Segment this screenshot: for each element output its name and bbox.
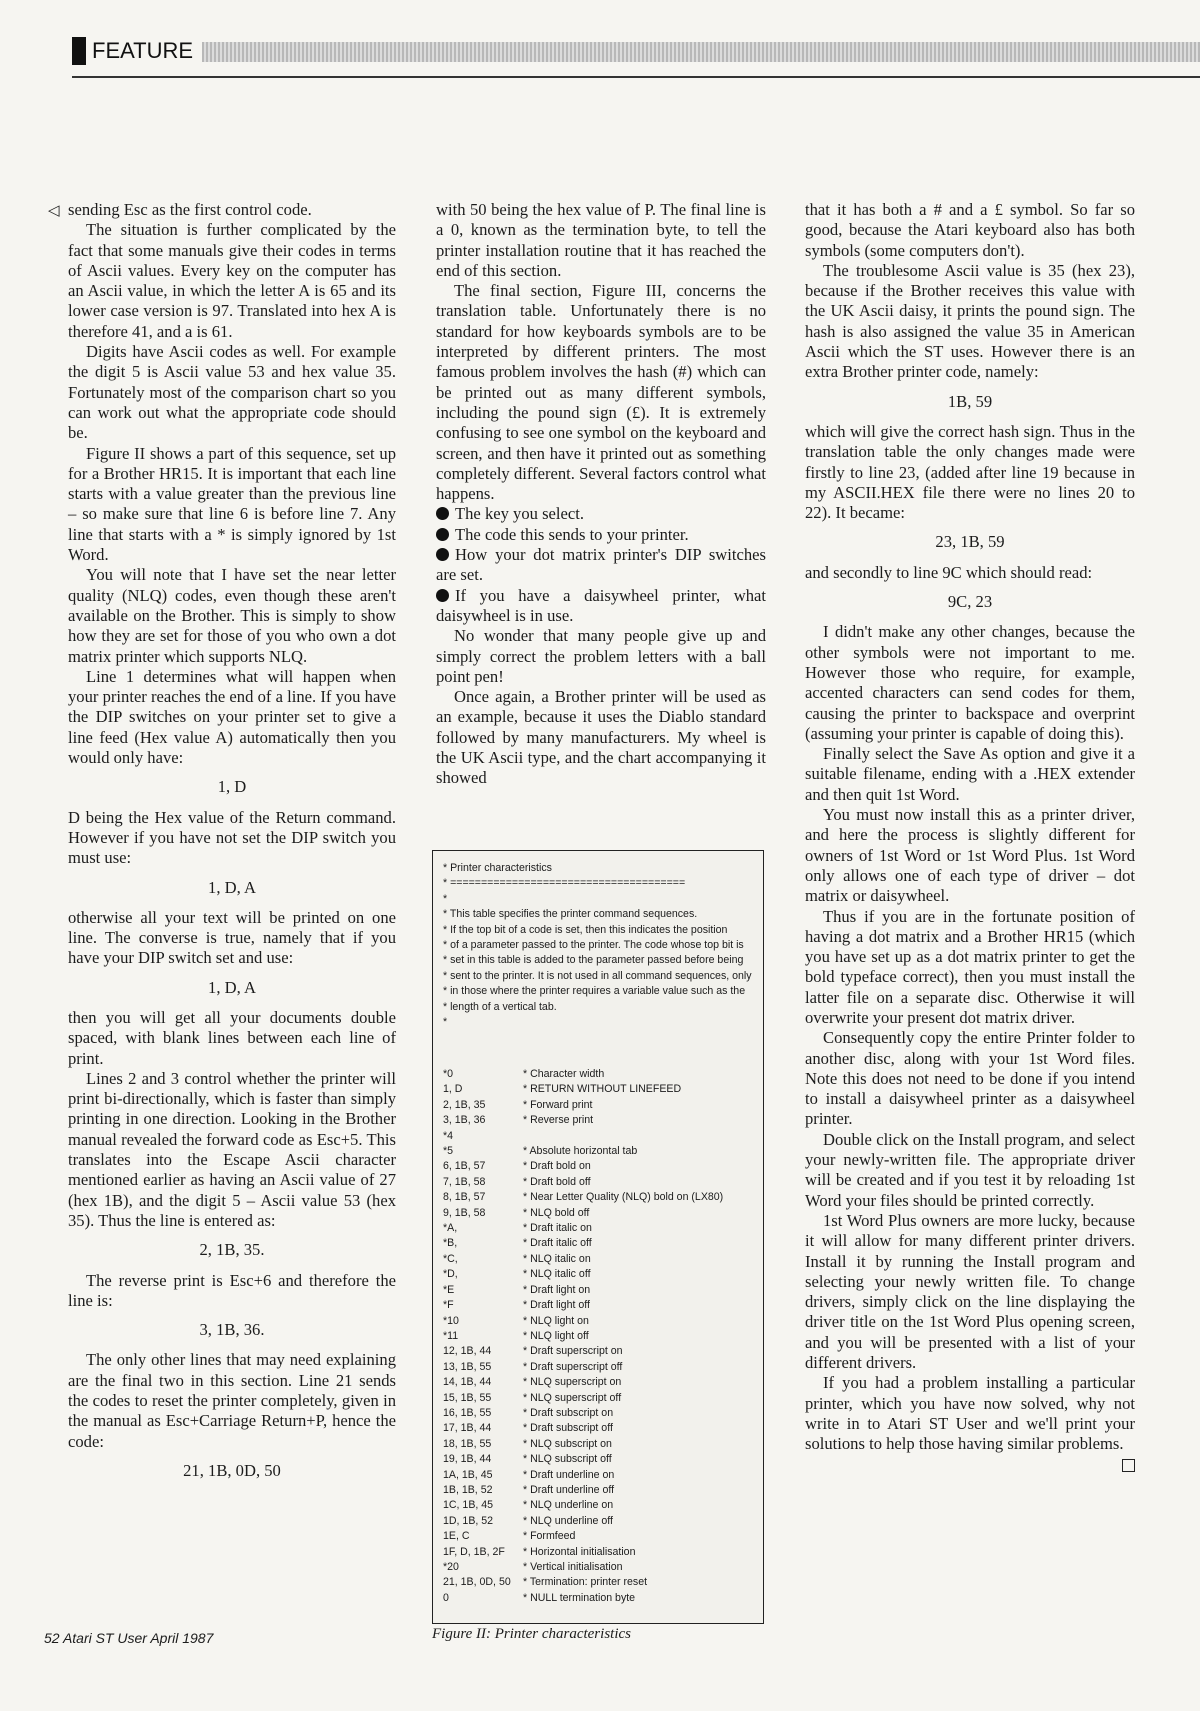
row-code: 1F, D, 1B, 2F [443, 1545, 505, 1558]
row-description: * Draft subscript off [523, 1422, 613, 1435]
paragraph-text: 1, D, A [208, 977, 256, 997]
figure-caption: Figure II: Printer characteristics [432, 1626, 631, 1642]
paragraph-text: No wonder that many people give up and simply correct the problem letters with a ball point pen! [436, 626, 766, 686]
table-row [443, 1514, 755, 1529]
table-row [443, 1236, 755, 1251]
paragraph [805, 1373, 1135, 1454]
row-description [523, 1129, 755, 1144]
row-code: *B, [443, 1237, 458, 1250]
row-code: 0 [443, 1591, 449, 1604]
paragraph [805, 744, 1135, 805]
row-code: *E [443, 1283, 455, 1296]
row-description: * Draft light on [523, 1283, 591, 1296]
bullet-icon [436, 507, 449, 520]
paragraph-text: The final section, Figure III, concerns the translation table. Unfortunately there is no standard for how keyboards symbols are to be interpreted by different printers. The most famous problem involves the hash (#) which can be printed out as many different symbols, including the pound sign (£). It is extremely confusing to see one symbol on the keyboard and screen, and then have it printed out as something completely different. Several factors control what happens. [436, 281, 766, 504]
code-line [68, 1240, 396, 1260]
table-row [443, 1483, 755, 1498]
table-row [443, 1406, 755, 1421]
paragraph [805, 907, 1135, 1029]
row-description: * NLQ light off [523, 1329, 589, 1342]
row-description: * Near Letter Quality (NLQ) bold on (LX80) [523, 1191, 724, 1204]
paragraph-text: I didn't make any other changes, because the other symbols were not important to me. However those who require, for example, accented characters can send codes for them, causing the printer to backspace and overprint (assuming your printer is capable of doing this). [805, 622, 1135, 743]
row-code: 1E, C [443, 1530, 470, 1543]
paragraph [68, 908, 396, 969]
row-code: 14, 1B, 44 [443, 1376, 492, 1389]
paragraph [805, 200, 1135, 261]
figure-header-comments [443, 861, 753, 1030]
table-row [443, 1082, 755, 1097]
paragraph-text: Once again, a Brother printer will be used as an example, because it uses the Diablo standard followed by many manufacturers. My wheel is the UK Ascii type, and the chart accompanying it showed [436, 687, 766, 788]
paragraph [436, 281, 766, 504]
code-line [805, 592, 1135, 612]
paragraph [436, 687, 766, 788]
row-description: * NLQ underline on [523, 1499, 614, 1512]
row-code: 1, D [443, 1083, 463, 1096]
paragraph-text: The only other lines that may need explaining are the final two in this section. Line 21 sends the codes to reset the printer completely, given in the manual as Esc+Carriage Return+P, hence the code: [68, 1350, 396, 1451]
row-code: 1A, 1B, 45 [443, 1468, 493, 1481]
table-row [443, 1391, 755, 1406]
row-description: * NLQ italic on [523, 1252, 591, 1265]
table-row [443, 1314, 755, 1329]
figure-comment-line: * sent to the printer. It is not used in all command sequences, only [443, 969, 752, 982]
row-description: * Forward print [523, 1098, 593, 1111]
article-column-2 [436, 200, 766, 789]
paragraph-text: Thus if you are in the fortunate position of having a dot matrix and a Brother HR15 (which you have set up as a dot matrix printer to get the bold typeface correct), then you must install the latter file on a separate disc. Otherwise it will overwrite your present dot matrix driver. [805, 906, 1135, 1027]
row-code: 1D, 1B, 52 [443, 1514, 494, 1527]
paragraph-text: 1st Word Plus owners are more lucky, because it will allow for many different printer drivers. Install it by running the Install program and selecting your newly written file. To change drivers, simply click on the line displaying the driver title on the 1st Word Plus opening screen, and you will be presented with a list of your different drivers. [805, 1210, 1135, 1373]
paragraph-text: then you will get all your documents double spaced, with blank lines between each line of print. [68, 1007, 396, 1068]
row-description: * NLQ light on [523, 1314, 589, 1327]
paragraph-text: You will note that I have set the near letter quality (NLQ) codes, even though these aren't available on the Brother. This is simply to show how they are set for those of you who own a dot matrix printer which supports NLQ. [68, 565, 396, 666]
table-row [443, 1360, 755, 1375]
paragraph [805, 261, 1135, 383]
article-column-1 [48, 200, 396, 1491]
row-code: 9, 1B, 58 [443, 1206, 486, 1219]
figure-comment-line: * set in this table is added to the parameter passed before being [443, 954, 744, 967]
row-code: *11 [443, 1329, 459, 1342]
row-description: * NLQ subscript off [523, 1453, 612, 1466]
paragraph-text: that it has both a # and a £ symbol. So far so good, because the Atari keyboard also has both symbols (some computers don't). [805, 200, 1135, 260]
table-row [443, 1159, 755, 1174]
row-description: * Draft light off [523, 1299, 590, 1312]
paragraph-text: If you had a problem installing a particular printer, which you have now solved, why not write in to Atari ST User and we'll print your solutions to help those having similar problems. [805, 1373, 1135, 1454]
paragraph-text: The situation is further complicated by the fact that some manuals give their codes in terms of Ascii values. Every key on the computer has an Ascii value, in which the letter A is 65 and its lower case version is 97. Translated into hex A is therefore 41, and a is 61. [68, 220, 396, 341]
row-code: 18, 1B, 55 [443, 1437, 492, 1450]
row-description: * Vertical initialisation [523, 1561, 623, 1573]
header-marker-block [72, 37, 86, 65]
paragraph [805, 622, 1135, 744]
table-row [443, 1344, 755, 1359]
code-line [68, 978, 396, 998]
row-code: 3, 1B, 36 [443, 1114, 486, 1127]
row-description: * Draft bold on [523, 1160, 591, 1173]
bullet-icon [436, 528, 449, 541]
bullet-item [436, 586, 766, 627]
paragraph-text: 9C, 23 [947, 592, 993, 612]
row-code: 19, 1B, 44 [443, 1453, 492, 1466]
row-description: * Formfeed [523, 1530, 576, 1543]
row-description: * Draft underline on [523, 1468, 615, 1481]
row-description: * Draft subscript on [523, 1406, 614, 1419]
paragraph [436, 626, 766, 687]
paragraph-text: You must now install this as a printer driver, and here the process is slightly different for owners of 1st Word or 1st Word Plus. 1st Word only allows one of each type of driver – dot matrix or daisywheel. [805, 805, 1135, 906]
paragraph-text: Double click on the Install program, and select your newly-written file. The appropriate driver will be created and if you test it by reloading 1st Word your files should be printed correctly. [805, 1129, 1135, 1210]
row-code: *0 [443, 1068, 454, 1080]
table-row [443, 1452, 755, 1467]
paragraph [68, 444, 396, 566]
code-line [68, 777, 396, 797]
paragraph-text: The reverse print is Esc+6 and therefore the line is: [68, 1270, 396, 1310]
row-code: 15, 1B, 55 [443, 1391, 492, 1404]
row-description: * Draft italic on [523, 1222, 592, 1235]
paragraph [68, 808, 396, 869]
paragraph-text: Consequently copy the entire Printer folder to another disc, along with your 1st Word files. Note this does not need to be done if you intend to install a daisywheel printer as a daisywheel printer. [805, 1028, 1135, 1129]
paragraph [68, 1350, 396, 1451]
paragraph [68, 1271, 396, 1312]
header-rule [72, 76, 1200, 78]
row-code: 13, 1B, 55 [443, 1360, 492, 1373]
row-description: * NLQ superscript on [523, 1376, 622, 1389]
row-description: * RETURN WITHOUT LINEFEED [523, 1083, 682, 1096]
row-description: * NLQ subscript on [523, 1437, 612, 1450]
row-description: * Draft bold off [523, 1175, 591, 1188]
paragraph-text: Lines 2 and 3 control whether the printer will print bi-directionally, which is faster than simply printing in one direction. Looking in the Brother manual revealed the forward code as Esc+5. This translates into the Escape Ascii character mentioned earlier as having an Ascii value of 27 (hex 1B), and the digit 5 – Ascii value 53 (hex 35). Thus the line is entered as: [68, 1068, 396, 1230]
bullet-item [436, 504, 766, 524]
bullet-item [436, 545, 766, 586]
row-description: * NLQ italic off [523, 1268, 591, 1281]
table-row [443, 1529, 755, 1544]
figure-comment-line: * If the top bit of a code is set, then this indicates the position [443, 923, 728, 936]
section-label: FEATURE [92, 38, 194, 63]
paragraph-text: which will give the correct hash sign. Thus in the translation table the only changes made were firstly to line 23, (added after line 19 because in my ASCII.HEX file there were no lines 20 to 22). It became: [805, 421, 1135, 523]
table-row [443, 1375, 755, 1390]
code-line [68, 878, 396, 898]
figure-comment-line: * This table specifies the printer command sequences. [443, 908, 698, 921]
table-row [443, 1067, 755, 1082]
row-code: 17, 1B, 44 [443, 1422, 492, 1435]
paragraph-text: The code this sends to your printer. [455, 524, 689, 544]
row-code: *F [443, 1299, 454, 1312]
paragraph-text: The key you select. [455, 504, 585, 524]
figure-comment-line: * of a parameter passed to the printer. The code whose top bit is [443, 939, 744, 952]
table-row [443, 1267, 755, 1282]
paragraph-text: How your dot matrix printer's DIP switches are set. [436, 545, 766, 585]
table-row [443, 1144, 755, 1159]
bullet-icon [436, 548, 449, 561]
row-code: 21, 1B, 0D, 50 [443, 1576, 511, 1589]
row-description: * Reverse print [523, 1114, 594, 1127]
row-description: * Horizontal initialisation [523, 1545, 636, 1558]
table-row [443, 1129, 755, 1144]
table-row [443, 1329, 755, 1344]
paragraph [68, 1008, 396, 1069]
figure-comment-line: * in those where the printer requires a variable value such as the [443, 985, 746, 998]
row-code: 8, 1B, 57 [443, 1191, 486, 1204]
table-row [443, 1175, 755, 1190]
table-row [443, 1098, 755, 1113]
row-code: *A, [443, 1222, 458, 1235]
row-description: * Draft superscript off [523, 1360, 623, 1373]
table-row [443, 1437, 755, 1452]
figure-code-table [443, 1067, 755, 1606]
table-row [443, 1221, 755, 1236]
figure-comment-line: * [443, 1016, 448, 1029]
paragraph-text: If you have a daisywheel printer, what daisywheel is in use. [436, 585, 766, 625]
row-description: * NULL termination byte [523, 1591, 636, 1604]
paragraph-text: 23, 1B, 59 [935, 532, 1005, 552]
paragraph [48, 200, 396, 220]
paragraph-text: sending Esc as the first control code. [68, 200, 312, 219]
table-row [443, 1206, 755, 1221]
figure-printer-table [432, 850, 764, 1624]
paragraph-text: 1, D [217, 777, 247, 797]
paragraph [805, 563, 1135, 583]
table-row [443, 1283, 755, 1298]
code-line [805, 392, 1135, 412]
paragraph-text: 1B, 59 [947, 391, 993, 411]
bullet-item [436, 525, 766, 545]
paragraph-text: 2, 1B, 35. [199, 1240, 265, 1260]
paragraph [68, 220, 396, 342]
figure-comment-line: * Printer characteristics [443, 862, 552, 874]
article-column-3 [805, 200, 1135, 1472]
row-description: * Draft italic off [523, 1237, 592, 1250]
paragraph-text: Finally select the Save As option and give it a suitable filename, ending with a .HEX extender and then quit 1st Word. [805, 744, 1135, 804]
table-row [443, 1560, 755, 1575]
row-description: * NLQ superscript off [523, 1391, 622, 1404]
figure-comment-line: * length of a vertical tab. [443, 1000, 557, 1013]
paragraph-text: Figure II shows a part of this sequence, set up for a Brother HR15. It is important that each line starts with a value greater than the previous line – so make sure that line 6 is before line 7. Any line that starts with a * is simply ignored by 1st Word. [68, 443, 396, 565]
paragraph [68, 667, 396, 768]
header-pattern-bar [202, 42, 1200, 62]
table-row [443, 1498, 755, 1513]
paragraph [436, 200, 766, 281]
row-code: 6, 1B, 57 [443, 1160, 486, 1173]
row-code: *4 [443, 1129, 454, 1142]
row-code: 7, 1B, 58 [443, 1175, 486, 1188]
paragraph [805, 422, 1135, 523]
continued-arrow-icon: ◁ [48, 203, 60, 219]
table-row [443, 1575, 755, 1590]
table-row [443, 1591, 755, 1606]
paragraph-text: Line 1 determines what will happen when your printer reaches the end of a line. If you have the DIP switches on your printer set to give a line feed (Hex value A) automatically then you would only have: [68, 666, 396, 768]
table-row [443, 1545, 755, 1560]
paragraph [68, 1069, 396, 1231]
paragraph-text: with 50 being the hex value of P. The final line is a 0, known as the termination byte, to tell the printer installation routine that it has reached the end of this section. [436, 200, 766, 280]
figure-comment-line: * [443, 892, 448, 905]
row-code: 16, 1B, 55 [443, 1406, 492, 1419]
paragraph-text: and secondly to line 9C which should read: [805, 562, 1093, 582]
code-line [805, 532, 1135, 552]
table-row [443, 1252, 755, 1267]
bullet-icon [436, 589, 449, 602]
row-description: * Character width [523, 1068, 605, 1080]
paragraph [805, 1211, 1135, 1373]
table-row [443, 1421, 755, 1436]
paragraph-text: 3, 1B, 36. [199, 1320, 265, 1340]
row-description: * NLQ bold off [523, 1206, 590, 1219]
row-code: *10 [443, 1314, 459, 1327]
row-code: 12, 1B, 44 [443, 1345, 492, 1358]
paragraph [68, 565, 396, 666]
row-code: *20 [443, 1561, 459, 1573]
paragraph-text: 21, 1B, 0D, 50 [183, 1460, 281, 1480]
row-description: * Termination: printer reset [523, 1576, 648, 1589]
row-description: * Draft superscript on [523, 1345, 623, 1358]
paragraph-text: D being the Hex value of the Return command. However if you have not set the DIP switch you must use: [68, 807, 396, 868]
row-description: * NLQ underline off [523, 1514, 613, 1527]
paragraph-text: The troublesome Ascii value is 35 (hex 23), because if the Brother receives this value with the UK Ascii daisy, it prints the pound sign. The hash is also assigned the value 35 in American Ascii which the ST uses. However there is an extra Brother printer code, namely: [805, 260, 1135, 382]
row-code: *5 [443, 1145, 454, 1158]
table-row [443, 1468, 755, 1483]
row-description: * Absolute horizontal tab [523, 1145, 638, 1158]
row-code: *D, [443, 1268, 458, 1281]
row-description: * Draft underline off [523, 1483, 615, 1496]
paragraph [805, 805, 1135, 906]
figure-comment-line: * ====================================== [443, 877, 686, 890]
paragraph-text: otherwise all your text will be printed on one line. The converse is true, namely that if you have your DIP switch set and use: [68, 907, 396, 968]
paragraph [805, 1028, 1135, 1129]
table-row [443, 1113, 755, 1128]
table-row [443, 1190, 755, 1205]
page-footer: 52 Atari ST User April 1987 [44, 1630, 214, 1646]
code-line [68, 1461, 396, 1481]
row-code: 2, 1B, 35 [443, 1098, 486, 1111]
paragraph-text: 1, D, A [208, 877, 256, 897]
paragraph [805, 1130, 1135, 1211]
paragraph-text: Digits have Ascii codes as well. For example the digit 5 is Ascii value 53 and hex value 35. Fortunately most of the comparison chart so you can work out what the appropriate code should be. [68, 342, 396, 443]
row-code: 1C, 1B, 45 [443, 1499, 494, 1512]
table-row [443, 1298, 755, 1313]
end-mark-icon [1122, 1459, 1135, 1472]
row-code: 1B, 1B, 52 [443, 1483, 493, 1496]
paragraph [68, 342, 396, 443]
row-code: *C, [443, 1252, 458, 1265]
code-line [68, 1320, 396, 1340]
